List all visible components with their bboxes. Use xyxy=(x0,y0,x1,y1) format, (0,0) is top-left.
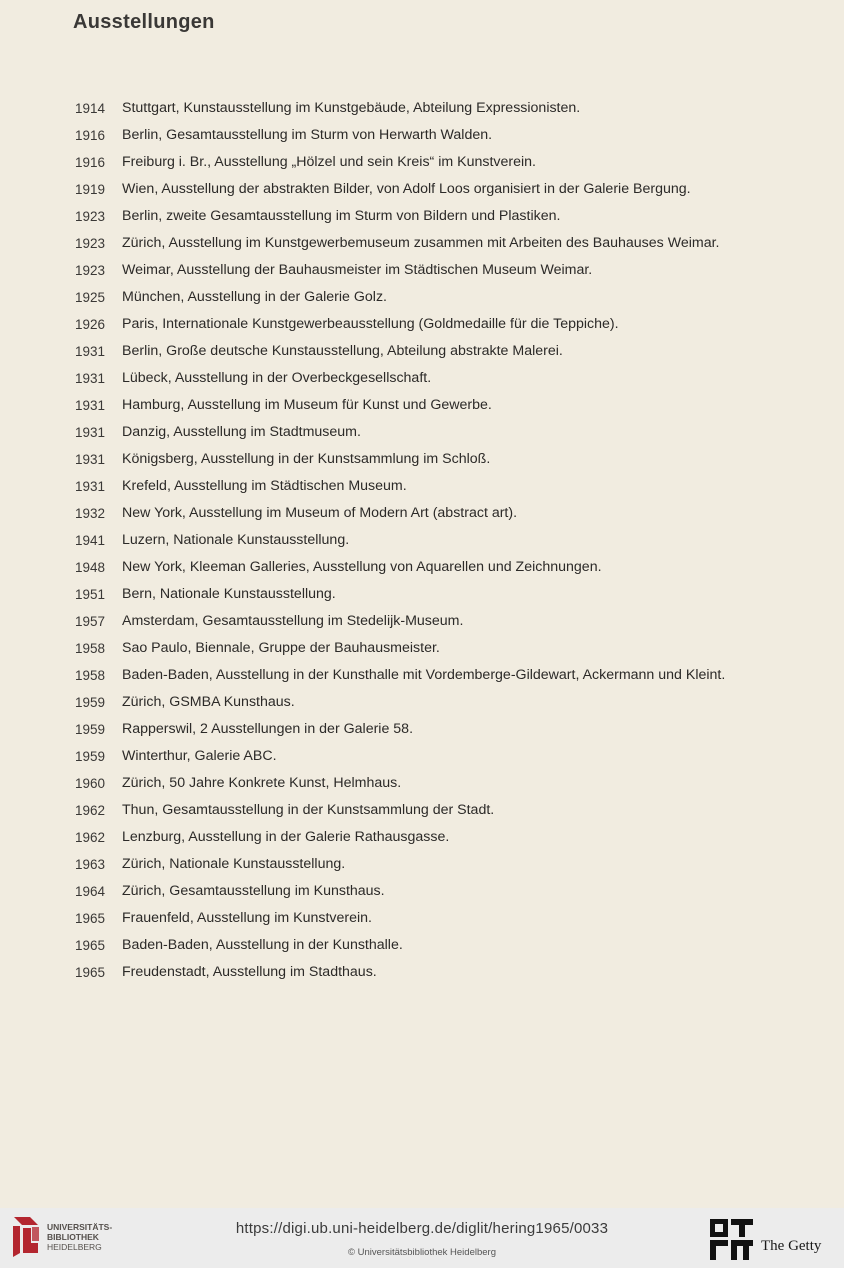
exhibition-year: 1919 xyxy=(75,182,106,197)
exhibition-entry xyxy=(73,581,765,608)
library-name-line-1: UNIVERSITÄTS- xyxy=(47,1222,113,1232)
page-title: Ausstellungen xyxy=(73,11,215,33)
exhibition-year: 1959 xyxy=(75,695,106,710)
exhibition-year: 1931 xyxy=(75,452,106,467)
exhibition-year: 1964 xyxy=(75,884,106,899)
exhibition-description: Bern, Nationale Kunstausstellung. xyxy=(122,586,336,602)
exhibition-year: 1962 xyxy=(75,803,106,818)
exhibition-entry xyxy=(73,365,765,392)
exhibition-description: Baden-Baden, Ausstellung in der Kunsthalle mit Vordemberge-Gildewart, Ackermann und Kleint. xyxy=(122,667,726,683)
exhibition-year: 1914 xyxy=(75,101,106,116)
exhibition-description: Berlin, Gesamtausstellung im Sturm von Herwarth Walden. xyxy=(122,127,493,143)
exhibition-description: Thun, Gesamtausstellung in der Kunstsammlung der Stadt. xyxy=(122,802,495,818)
exhibition-entry xyxy=(73,932,765,959)
getty-label: The Getty xyxy=(761,1238,822,1254)
exhibition-list xyxy=(73,95,765,986)
exhibition-entry xyxy=(73,500,765,527)
exhibition-year: 1963 xyxy=(75,857,106,872)
exhibition-year: 1926 xyxy=(75,317,106,332)
library-name-line-2: BIBLIOTHEK xyxy=(47,1232,99,1242)
exhibition-description: Zürich, Ausstellung im Kunstgewerbemuseum zusammen mit Arbeiten des Bauhauses Weimar. xyxy=(122,235,720,251)
exhibition-year: 1959 xyxy=(75,722,106,737)
exhibition-description: Berlin, zweite Gesamtausstellung im Sturm von Bildern und Plastiken. xyxy=(122,208,561,224)
exhibition-year: 1951 xyxy=(75,587,106,602)
exhibition-description: Danzig, Ausstellung im Stadtmuseum. xyxy=(122,424,361,440)
exhibition-description: Lübeck, Ausstellung in der Overbeckgesellschaft. xyxy=(122,370,432,386)
exhibition-description: Zürich, Gesamtausstellung im Kunsthaus. xyxy=(122,883,385,899)
exhibition-entry xyxy=(73,635,765,662)
exhibition-year: 1948 xyxy=(75,560,106,575)
getty-logo-icon[interactable] xyxy=(709,1218,755,1262)
source-url-link[interactable]: https://digi.ub.uni-heidelberg.de/diglit/hering1965/0033 xyxy=(235,1220,609,1237)
exhibition-year: 1957 xyxy=(75,614,106,629)
exhibition-year: 1959 xyxy=(75,749,106,764)
exhibition-entry xyxy=(73,284,765,311)
exhibition-year: 1916 xyxy=(75,128,106,143)
exhibition-entry xyxy=(73,122,765,149)
exhibition-year: 1941 xyxy=(75,533,106,548)
exhibition-entry xyxy=(73,338,765,365)
exhibition-description: Zürich, GSMBA Kunsthaus. xyxy=(122,694,295,710)
exhibition-entry xyxy=(73,554,765,581)
exhibition-year: 1960 xyxy=(75,776,106,791)
exhibition-year: 1932 xyxy=(75,506,106,521)
copyright-notice: © Universitätsbibliothek Heidelberg xyxy=(348,1247,496,1258)
exhibition-entry xyxy=(73,743,765,770)
exhibition-entry xyxy=(73,392,765,419)
exhibition-description: Zürich, 50 Jahre Konkrete Kunst, Helmhaus. xyxy=(122,775,402,791)
exhibition-entry xyxy=(73,608,765,635)
exhibition-year: 1916 xyxy=(75,155,106,170)
exhibition-description: Freiburg i. Br., Ausstellung „Hölzel und sein Kreis“ im Kunstverein. xyxy=(122,154,536,170)
exhibition-entry xyxy=(73,149,765,176)
exhibition-entry xyxy=(73,959,765,986)
exhibition-year: 1965 xyxy=(75,965,106,980)
exhibition-description: Zürich, Nationale Kunstausstellung. xyxy=(122,856,346,872)
exhibition-entry xyxy=(73,527,765,554)
exhibition-description: Baden-Baden, Ausstellung in der Kunsthalle. xyxy=(122,937,403,953)
exhibition-description: Sao Paulo, Biennale, Gruppe der Bauhausmeister. xyxy=(122,640,440,656)
exhibition-entry xyxy=(73,716,765,743)
exhibition-year: 1962 xyxy=(75,830,106,845)
exhibition-description: Lenzburg, Ausstellung in der Galerie Rathausgasse. xyxy=(122,829,450,845)
exhibition-description: Rapperswil, 2 Ausstellungen in der Galerie 58. xyxy=(122,721,414,737)
exhibition-entry xyxy=(73,203,765,230)
exhibition-description: Stuttgart, Kunstausstellung im Kunstgebäude, Abteilung Expressionisten. xyxy=(122,100,581,116)
exhibition-description: München, Ausstellung in der Galerie Golz. xyxy=(122,289,387,305)
exhibition-year: 1931 xyxy=(75,344,106,359)
exhibition-entry xyxy=(73,419,765,446)
exhibition-entry xyxy=(73,689,765,716)
exhibition-entry xyxy=(73,446,765,473)
exhibition-year: 1965 xyxy=(75,938,106,953)
exhibition-description: Amsterdam, Gesamtausstellung im Stedelijk-Museum. xyxy=(122,613,464,629)
exhibition-entry xyxy=(73,851,765,878)
exhibition-entry xyxy=(73,95,765,122)
exhibition-description: Frauenfeld, Ausstellung im Kunstverein. xyxy=(122,910,372,926)
exhibition-description: Luzern, Nationale Kunstausstellung. xyxy=(122,532,350,548)
exhibition-entry xyxy=(73,824,765,851)
exhibition-year: 1958 xyxy=(75,668,106,683)
exhibition-entry xyxy=(73,905,765,932)
exhibition-year: 1923 xyxy=(75,209,106,224)
exhibition-year: 1923 xyxy=(75,236,106,251)
exhibition-description: Krefeld, Ausstellung im Städtischen Museum. xyxy=(122,478,407,494)
exhibition-description: Weimar, Ausstellung der Bauhausmeister im Städtischen Museum Weimar. xyxy=(122,262,593,278)
exhibition-year: 1965 xyxy=(75,911,106,926)
exhibition-description: Paris, Internationale Kunstgewerbeausstellung (Goldmedaille für die Teppiche). xyxy=(122,316,619,332)
exhibition-description: New York, Ausstellung im Museum of Modern Art (abstract art). xyxy=(122,505,518,521)
exhibition-entry xyxy=(73,797,765,824)
exhibition-description: Winterthur, Galerie ABC. xyxy=(122,748,277,764)
exhibition-entry xyxy=(73,311,765,338)
library-name-line-3: HEIDELBERG xyxy=(47,1242,102,1252)
exhibition-entry xyxy=(73,176,765,203)
exhibition-description: Hamburg, Ausstellung im Museum für Kunst und Gewerbe. xyxy=(122,397,492,413)
exhibition-year: 1958 xyxy=(75,641,106,656)
exhibition-entry xyxy=(73,878,765,905)
exhibition-entry xyxy=(73,230,765,257)
exhibition-entry xyxy=(73,770,765,797)
exhibition-year: 1931 xyxy=(75,479,106,494)
exhibition-entry xyxy=(73,257,765,284)
exhibition-entry xyxy=(73,473,765,500)
exhibition-description: Königsberg, Ausstellung in der Kunstsammlung im Schloß. xyxy=(122,451,491,467)
exhibition-year: 1931 xyxy=(75,398,106,413)
exhibition-description: Wien, Ausstellung der abstrakten Bilder, von Adolf Loos organisiert in der Galerie Bergung. xyxy=(122,181,691,197)
exhibition-year: 1923 xyxy=(75,263,106,278)
exhibition-description: Freudenstadt, Ausstellung im Stadthaus. xyxy=(122,964,377,980)
exhibition-year: 1931 xyxy=(75,371,106,386)
exhibition-year: 1931 xyxy=(75,425,106,440)
exhibition-description: Berlin, Große deutsche Kunstausstellung, Abteilung abstrakte Malerei. xyxy=(122,343,563,359)
exhibition-description: New York, Kleeman Galleries, Ausstellung von Aquarellen und Zeichnungen. xyxy=(122,559,602,575)
exhibition-entry xyxy=(73,662,765,689)
exhibition-year: 1925 xyxy=(75,290,106,305)
